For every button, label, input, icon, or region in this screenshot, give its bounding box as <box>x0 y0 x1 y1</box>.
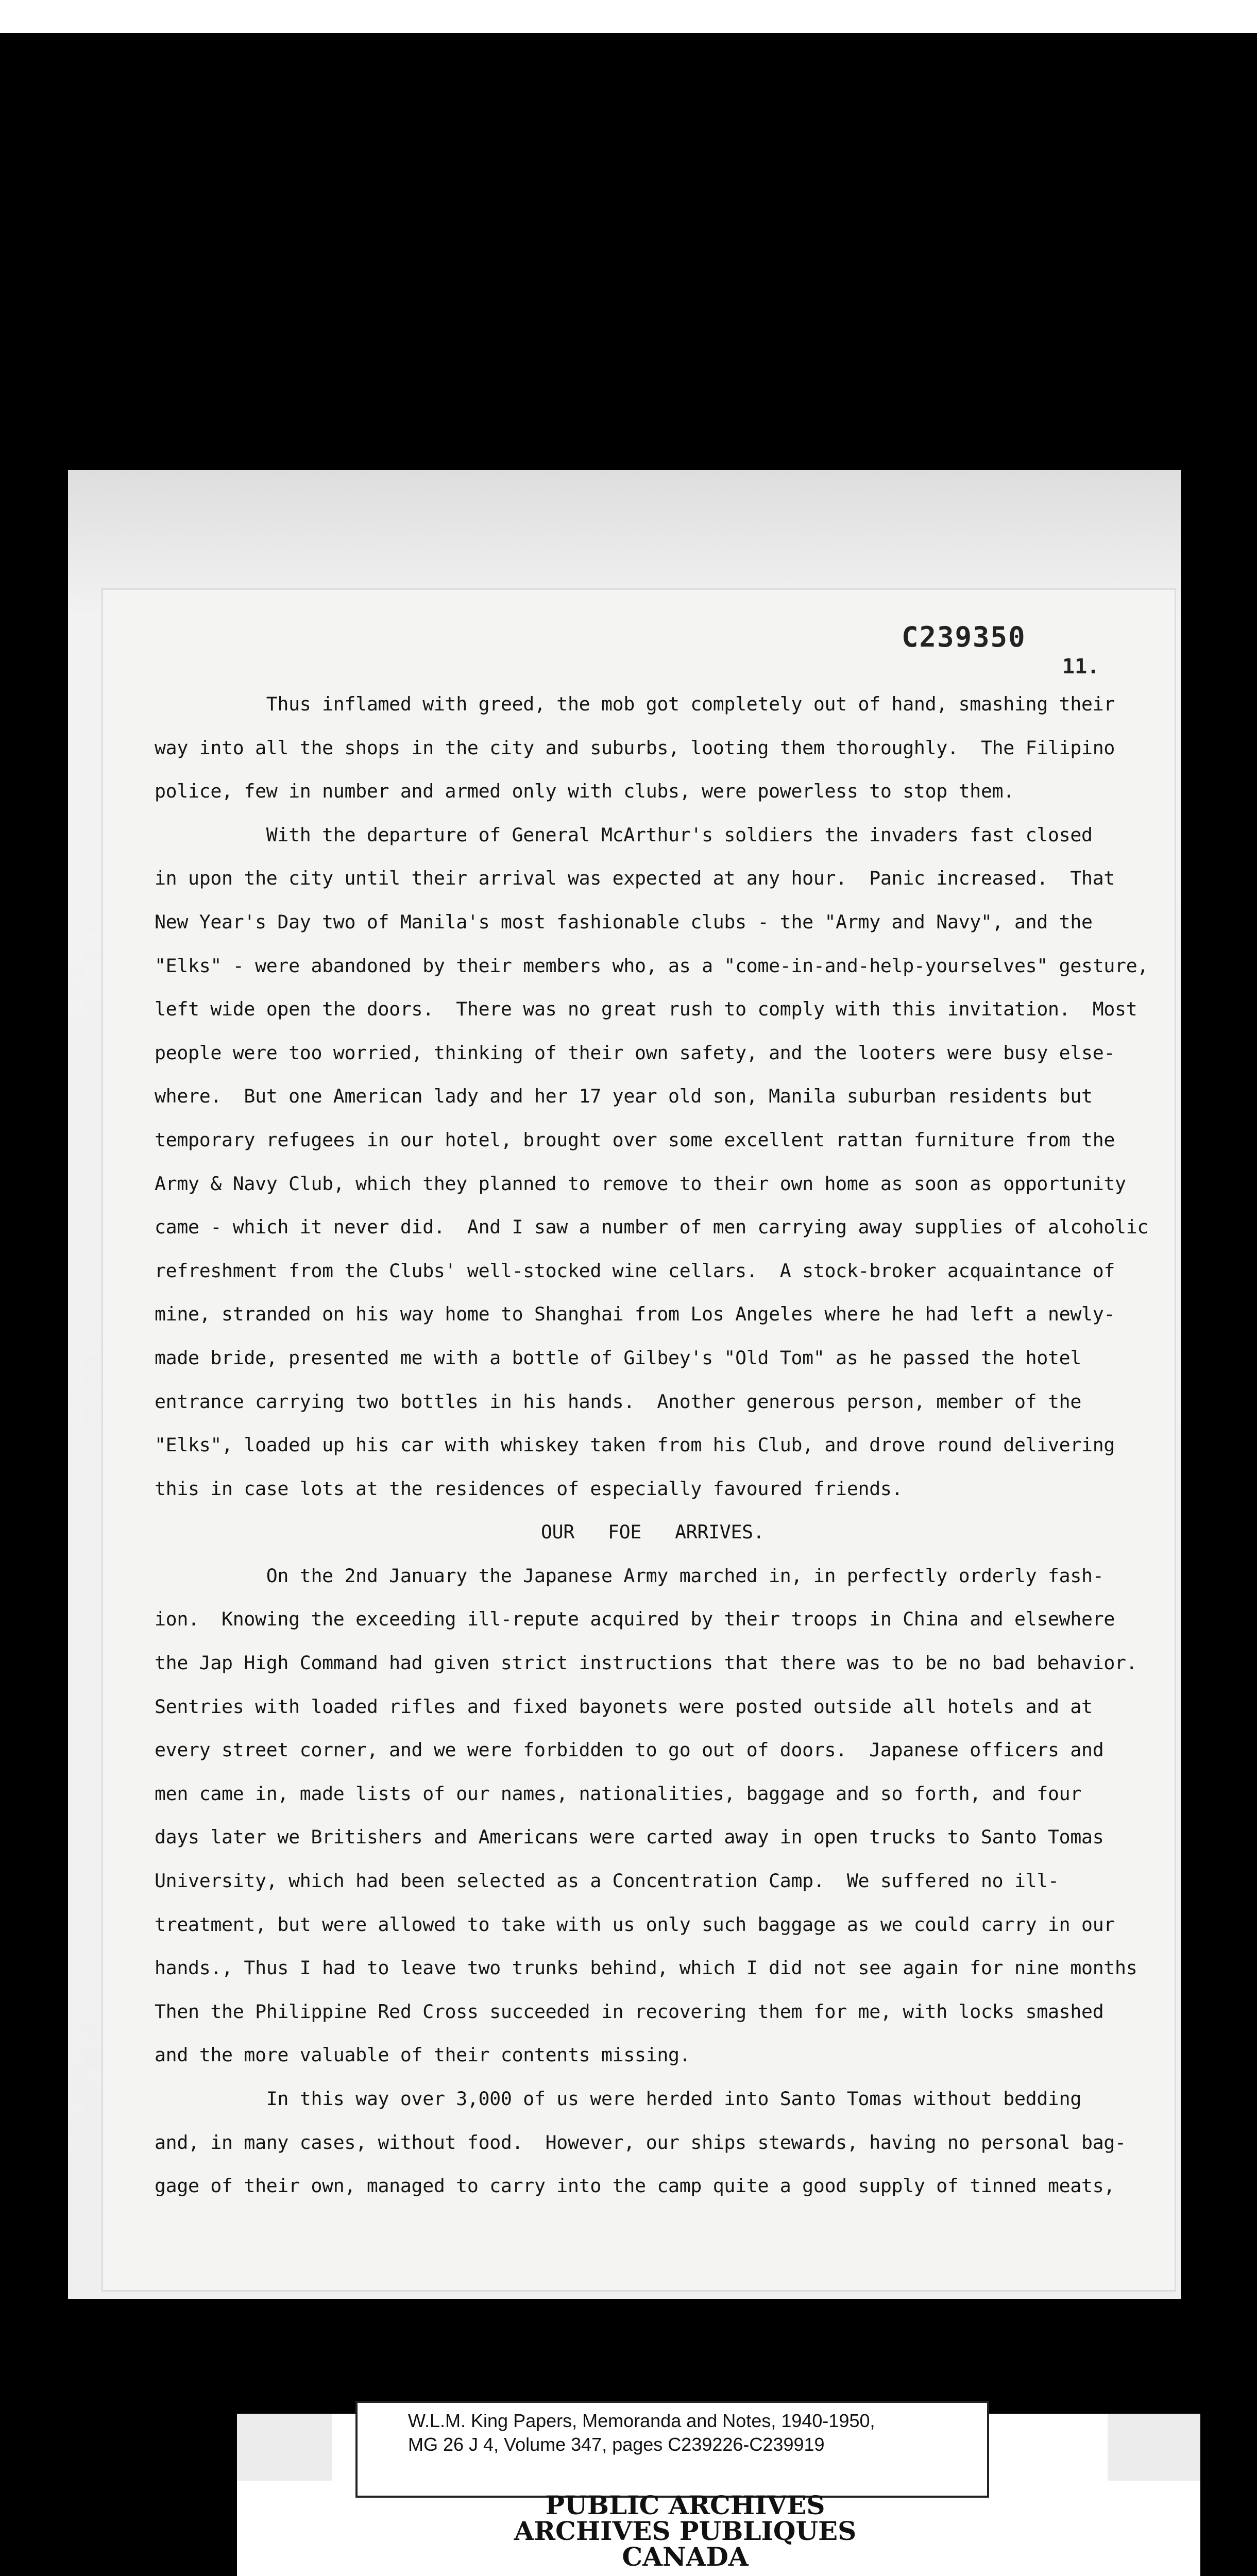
text-line: temporary refugees in our hotel, brought over some excellent rattan furniture from the <box>155 1128 1115 1151</box>
text-line: On the 2nd January the Japanese Army marched in, in perfectly orderly fash- <box>155 1564 1104 1587</box>
page-code: C239350 <box>902 621 1026 653</box>
text-line: people were too worried, thinking of their own safety, and the looters were busy else- <box>155 1041 1115 1064</box>
text-line: refreshment from the Clubs' well-stocked wine cellars. A stock-broker acquaintance of <box>155 1259 1115 1282</box>
document-page <box>103 590 1175 2290</box>
text-line: entrance carrying two bottles in his hands. Another generous person, member of the <box>155 1390 1082 1413</box>
text-line: ion. Knowing the exceeding ill-repute acquired by their troops in China and elsewhere <box>155 1608 1115 1631</box>
stamp-line-2: ARCHIVES PUBLIQUES <box>514 2516 857 2546</box>
archives-stamp <box>453 2490 917 2572</box>
text-line: every street corner, and we were forbidden to go out of doors. Japanese officers and <box>155 1739 1104 1761</box>
text-line: this in case lots at the residences of especially favoured friends. <box>155 1477 903 1500</box>
text-line: mine, stranded on his way home to Shanghai from Los Angeles where he had left a newly- <box>155 1303 1115 1326</box>
text-line: hands., Thus I had to leave two trunks behind, which I did not see again for nine months <box>155 1957 1137 1979</box>
text-line: University, which had been selected as a Concentration Camp. We suffered no ill- <box>155 1870 1059 1892</box>
text-line: Army & Navy Club, which they planned to remove to their own home as soon as opportunity <box>155 1172 1126 1195</box>
citation-line-1: W.L.M. King Papers, Memoranda and Notes, 1940-1950, <box>408 2410 875 2431</box>
text-line: in upon the city until their arrival was expected at any hour. Panic increased. That <box>155 867 1115 890</box>
top-margin <box>0 0 1257 33</box>
label-card-notch-left <box>237 2414 332 2481</box>
text-line: Sentries with loaded rifles and fixed bayonets were posted outside all hotels and at <box>155 1695 1093 1718</box>
text-line: and, in many cases, without food. However, our ships stewards, having no personal bag- <box>155 2131 1126 2154</box>
text-line: and the more valuable of their contents missing. <box>155 2044 691 2066</box>
archive-citation-box <box>355 2401 989 2498</box>
text-line: the Jap High Command had given strict instructions that there was to be no bad behavior. <box>155 1652 1137 1674</box>
text-line: made bride, presented me with a bottle of Gilbey's "Old Tom" as he passed the hotel <box>155 1346 1082 1369</box>
text-line: gage of their own, managed to carry into the camp quite a good supply of tinned meats, <box>155 2175 1115 2197</box>
text-line: In this way over 3,000 of us were herded into Santo Tomas without bedding <box>155 2088 1082 2110</box>
text-line: left wide open the doors. There was no great rush to comply with this invitation. Most <box>155 998 1137 1021</box>
text-line: way into all the shops in the city and suburbs, looting them thoroughly. The Filipino <box>155 736 1115 759</box>
label-card-notch-right <box>1108 2414 1200 2481</box>
page-number: 11. <box>1062 655 1100 679</box>
text-line: treatment, but were allowed to take with us only such baggage as we could carry in our <box>155 1913 1115 1936</box>
text-line: Thus inflamed with greed, the mob got completely out of hand, smashing their <box>155 693 1115 715</box>
section-heading: OUR FOE ARRIVES. <box>541 1521 765 1544</box>
stamp-line-1: PUBLIC ARCHIVES <box>545 2490 825 2520</box>
text-line: days later we Britishers and Americans were carted away in open trucks to Santo Tomas <box>155 1826 1104 1849</box>
text-line: "Elks" - were abandoned by their members who, as a "come-in-and-help-yourselves" gesture, <box>155 954 1149 977</box>
text-line: police, few in number and armed only with clubs, were powerless to stop them. <box>155 780 1014 803</box>
text-line: men came in, made lists of our names, nationalities, baggage and so forth, and four <box>155 1782 1082 1805</box>
text-line: With the departure of General McArthur's soldiers the invaders fast closed <box>155 823 1093 846</box>
text-line: came - which it never did. And I saw a number of men carrying away supplies of alcoholic <box>155 1216 1149 1239</box>
text-line: New Year's Day two of Manila's most fashionable clubs - the "Army and Navy", and the <box>155 910 1093 933</box>
text-line: "Elks", loaded up his car with whiskey taken from his Club, and drove round delivering <box>155 1434 1115 1456</box>
stamp-line-3: CANADA <box>622 2541 749 2572</box>
citation-line-2: MG 26 J 4, Volume 347, pages C239226-C239919 <box>408 2434 825 2455</box>
page-body <box>155 683 1149 2208</box>
text-line: Then the Philippine Red Cross succeeded in recovering them for me, with locks smashed <box>155 2000 1104 2023</box>
text-line: where. But one American lady and her 17 year old son, Manila suburban residents but <box>155 1085 1093 1108</box>
